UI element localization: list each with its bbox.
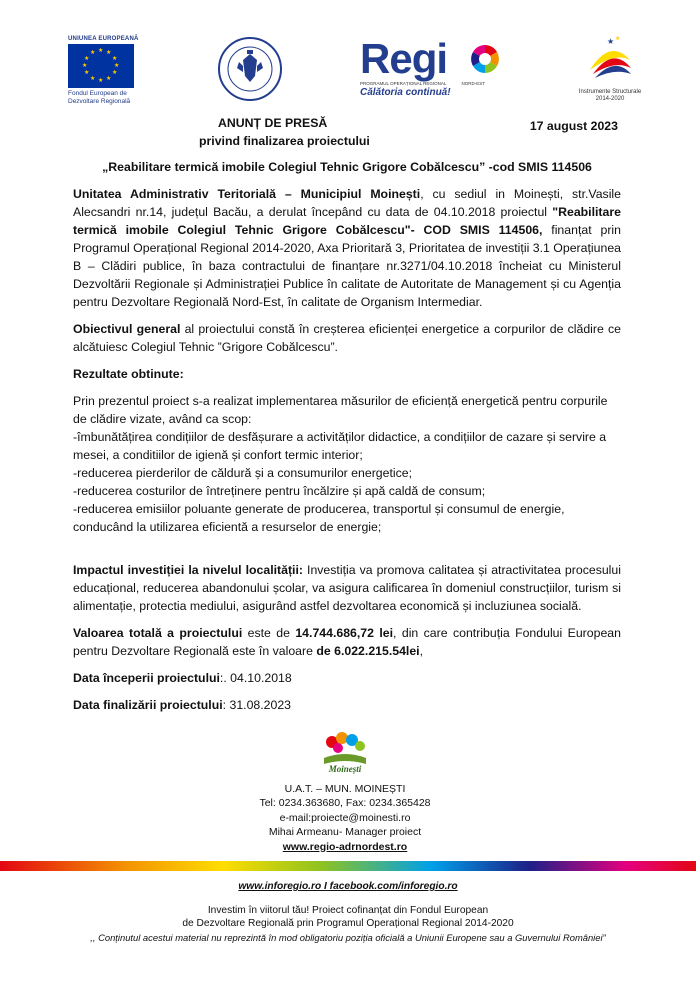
list-item: -reducerea costurilor de întreținere pentru încălzire și apă caldă de consum;: [73, 484, 486, 498]
project-subject: „Reabilitare termică imobile Colegiul Tehnic Grigore Cobălcescu” -cod SMIS 114506: [102, 160, 592, 174]
results-heading-text: Rezultate obtinute:: [73, 367, 184, 381]
list-item: -reducerea pierderilor de căldură și a consumurilor energetice;: [73, 466, 413, 480]
eu-caption-line1: Fondul European de: [68, 90, 127, 97]
svg-text:★: ★: [607, 37, 615, 46]
signature-email: e-mail:proiecte@moinesti.ro: [279, 811, 411, 824]
logo-bar: [0, 28, 696, 108]
regio-region-name: NORD-EST: [461, 81, 486, 86]
svg-text:★: ★: [615, 36, 621, 42]
regio-logo: [360, 35, 500, 108]
paragraph-intro: [73, 185, 621, 311]
government-seal-icon: [217, 36, 283, 102]
results-list: [73, 392, 621, 536]
impact-lead: Impactul investiției la nivelul localității:: [73, 563, 303, 577]
value-end: ,: [419, 644, 424, 658]
start-date-label: Data începerii proiectului: [73, 671, 220, 685]
value-total: 14.744.686,72 lei: [295, 626, 394, 640]
value-lead: Valoarea totală a proiectului: [73, 626, 243, 640]
value-fedr: de 6.022.215.54lei: [316, 644, 420, 658]
signature-block: [230, 730, 460, 854]
paragraph-impact: [73, 561, 621, 615]
structural-instruments-caption: [575, 89, 645, 103]
footer-line2: de Dezvoltare Regională prin Programul Operațional Regional 2014-2020: [182, 918, 514, 929]
eu-logo: [68, 36, 146, 106]
value-text-b: , din care contribuția Fondului European pentru Dezvoltare Regională este în valoare: [73, 626, 621, 658]
signature-org: U.A.T. – MUN. MOINEȘTI: [284, 782, 406, 795]
document-subtitle: privind finalizarea proiectului: [199, 134, 370, 148]
regio-nordest-link[interactable]: www.regio-adrnordest.ro: [282, 840, 408, 853]
document-title: ANUNȚ DE PRESĂ: [218, 116, 328, 130]
regio-colorwheel-icon: [470, 44, 500, 74]
intro-project-name: "Reabilitare termică imobile Colegiul Tehnic Grigore Cobălcescu"- COD SMIS 114506,: [73, 205, 621, 237]
objective-lead: Obiectivul general: [73, 322, 181, 336]
list-item: -îmbunătățirea condițiilor de desfășurare a activităților didactice, a condițiilor de cazare și servire a mesei, a conditiilor de igienă și confort termic interior;: [73, 430, 607, 462]
intro-text-b: finanțat prin Programul Operațional Regional 2014-2020, Axa Prioritară 3, Prioritatea de investiții 3.1 Operațiunea B – Clădiri publice, în baza contractului de finanțare nr.3271/04.10.2018 încheiat cu Ministerul Dezvoltării Regionale și Administrației Publice în calitate de Autoritate de Management și cu Agenția pentru Dezvoltare Regională Nord-Est, în calitate de Organism Intermediar.: [73, 223, 621, 309]
list-item: -reducerea emisiilor poluante generate de producerea, transportul și consumul de energie, conducând la utilizarea eficientă a resurselor de energie;: [73, 502, 565, 534]
document-header: [73, 114, 621, 152]
structural-instruments-icon: [585, 30, 635, 82]
eu-caption-line2: Dezvoltare Regională: [68, 98, 131, 105]
results-heading: [73, 365, 621, 383]
start-date-value: :. 04.10.2018: [219, 671, 292, 685]
moinesti-logo-icon: [320, 730, 370, 774]
regio-program-name: PROGRAMUL OPERAȚIONAL REGIONAL: [360, 81, 447, 86]
is-caption-line1: Instrumente Structurale: [578, 89, 642, 95]
paragraph-objective: [73, 320, 621, 356]
intro-text-a: , cu sediul in Moinești, str.Vasile Alecsandri nr.14, județul Bacău, a derulat începând cu data de 04.10.2018 proiectul: [73, 187, 621, 219]
eu-flag-icon: ★ ★ ★ ★ ★ ★ ★ ★ ★ ★ ★ ★: [68, 44, 134, 88]
end-date-label: Data finalizării proiectului: [73, 698, 223, 712]
end-date-value: : 31.08.2023: [222, 698, 292, 712]
impact-text: Investiția va promova calitatea și atractivitatea procesului educațional, reducerea abandonului școlar, va asigura calificarea în domeniul construcțiilor, turism si alimentație, protectia mediului, asigurând astfel dezvoltarea economică și incluziunea socială.: [73, 563, 621, 613]
is-caption-line2: 2014-2020: [595, 96, 625, 102]
footer-links[interactable]: www.inforegio.ro I facebook.com/inforegio.ro: [238, 881, 458, 892]
results-intro: Prin prezentul proiect s-a realizat implementarea măsurilor de eficiență energetică pentru corpurile de clădire vizate, având ca scop:: [73, 394, 608, 426]
end-date-line: [73, 696, 621, 714]
moinesti-logo-text: Moinești: [328, 764, 362, 774]
intro-lead: Unitatea Administrativ Teritorială – Municipiul Moinești: [73, 187, 421, 201]
signature-manager: Mihai Armeanu- Manager proiect: [268, 826, 422, 838]
document-date: 17 august 2023: [529, 119, 618, 133]
eu-logo-title: UNIUNEA EUROPEANĂ: [68, 36, 139, 42]
regio-slogan: Călătoria continuă!: [360, 87, 451, 98]
regio-program-tag: [360, 81, 500, 86]
objective-text: al proiectului constă în creșterea eficienței energetice a corpurilor de clădire ce alcătuiesc Colegiul Tehnic ”Grigore Cobălcescu”.: [73, 322, 621, 354]
paragraph-value: [73, 624, 621, 660]
footer-line1: Investim în viitorul tău! Proiect cofinanțat din Fondul European: [207, 904, 489, 916]
press-release-body: [73, 114, 621, 714]
color-stripe: [0, 861, 696, 871]
footer-disclaimer: ,, Conținutul acestui material nu reprezintă în mod obligatoriu poziția oficială a Uniunii Europene sau a Guvernului României”: [90, 931, 606, 943]
start-date-line: [73, 669, 621, 687]
page-footer: [0, 880, 696, 944]
value-text-a: este de: [242, 626, 296, 640]
structural-instruments-logo: [575, 30, 645, 110]
signature-phone: Tel: 0234.363680, Fax: 0234.365428: [259, 797, 431, 809]
eu-logo-caption: [68, 90, 146, 106]
regio-logo-word: Regi: [360, 35, 448, 82]
